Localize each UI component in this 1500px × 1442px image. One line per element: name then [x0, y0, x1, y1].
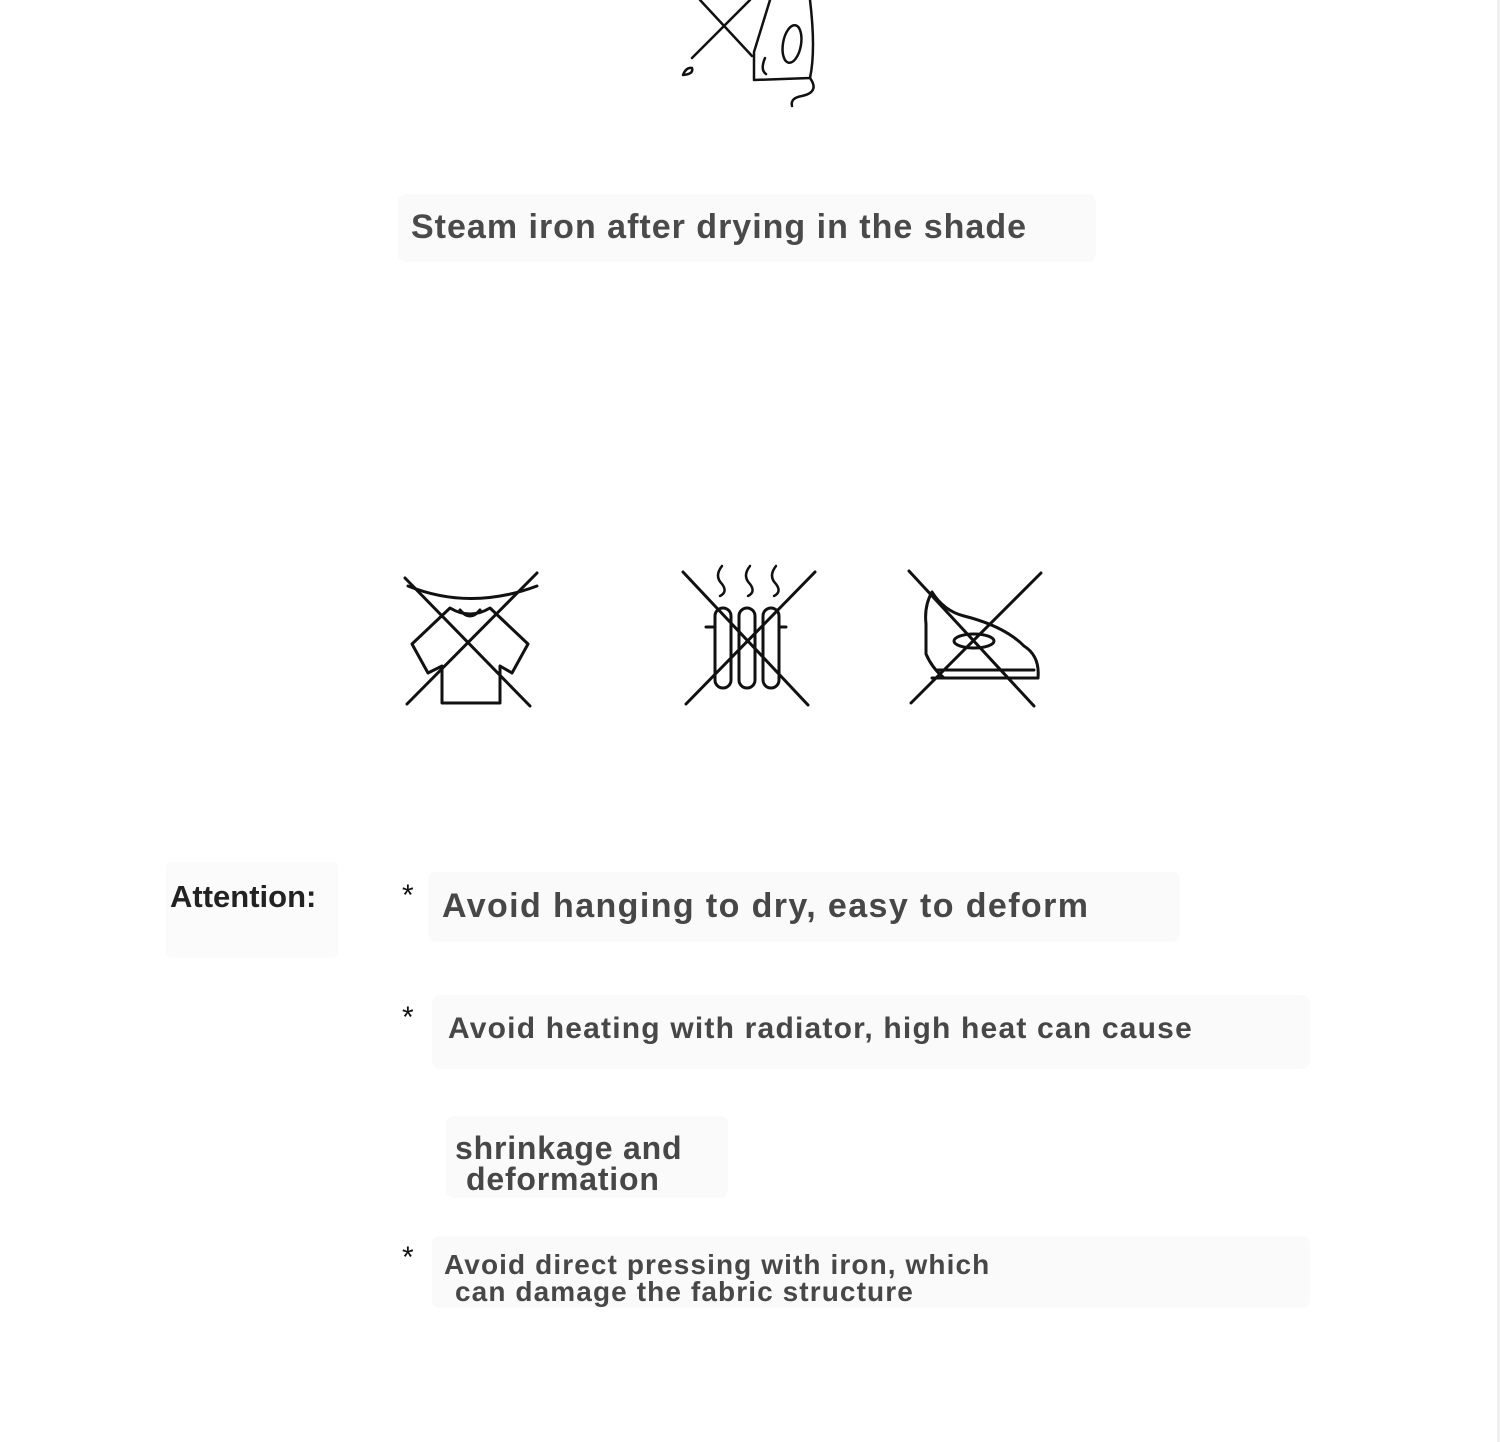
do-not-dry-on-radiator-icon	[678, 562, 823, 712]
attention-item-2-line-2: shrinkage and	[455, 1130, 683, 1166]
attention-item-3-line-1: Avoid direct pressing with iron, which	[444, 1249, 991, 1280]
attention-item-3-line-2: can damage the fabric structure	[455, 1276, 914, 1307]
bullet-star: *	[402, 1241, 414, 1274]
steam-iron-icon	[670, 0, 830, 112]
bullet-star: *	[402, 1001, 414, 1034]
attention-label-box	[166, 862, 338, 958]
attention-item-1: Avoid hanging to dry, easy to deform	[442, 887, 1090, 925]
bullet-star: *	[402, 879, 414, 912]
do-not-hang-dry-icon	[400, 566, 545, 711]
attention-item-2-line-1: Avoid heating with radiator, high heat can cause	[448, 1012, 1193, 1045]
steam-iron-caption: Steam iron after drying in the shade	[411, 208, 1028, 246]
attention-label: Attention:	[170, 879, 317, 914]
do-not-iron-icon	[904, 566, 1049, 711]
attention-item-2-line-3: deformation	[466, 1161, 660, 1197]
steam-iron-caption-box	[398, 194, 1096, 262]
